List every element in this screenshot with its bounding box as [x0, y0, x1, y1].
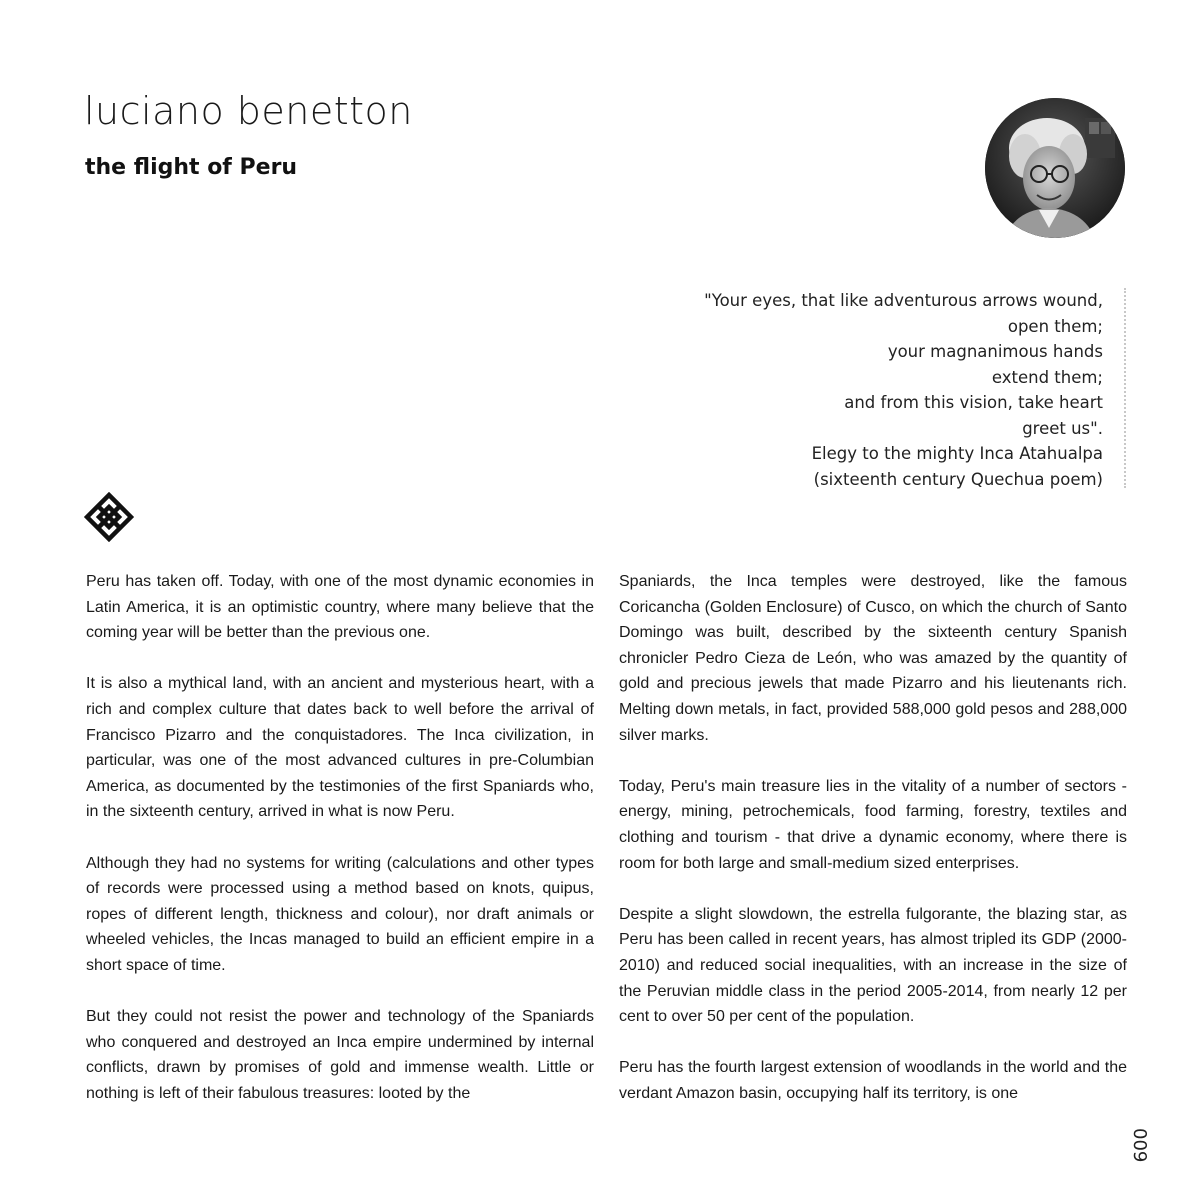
- diamond-knot-icon: [84, 492, 134, 542]
- paragraph: Today, Peru's main treasure lies in the vitality of a number of sectors - energy, mining, petrochemicals, food farming, forestry, textiles and clothing and tourism - that drive a dynamic economy, where there is room for both large and small-medium sized enterprises.: [619, 777, 1127, 872]
- quote-line: extend them;: [991, 367, 1103, 387]
- quote-line: greet us".: [1022, 418, 1103, 438]
- page-number: 009: [1129, 1128, 1150, 1163]
- paragraph: But they could not resist the power and technology of the Spaniards who conquered and destroyed an Inca empire undermined by internal conflicts, drawn by promises of gold and immense wealth. Little or nothing is left of their fabulous treasures: looted by the: [86, 1008, 594, 1102]
- quote-line: "Your eyes, that like adventurous arrows wound,: [704, 291, 1103, 310]
- paragraph: Despite a slight slowdown, the estrella fulgorante, the blazing star, as Peru has been called in recent years, has almost tripled its GDP (2000-2010) and reduced social inequalities, with an increase in the size of the Peruvian middle class in the period 2005-2014, from nearly 12 per cent to over 50 per cent of the population.: [619, 905, 1127, 1026]
- epigraph-quote: [583, 288, 1103, 492]
- body-column-left: [86, 569, 594, 1132]
- article-title: the flight of Peru: [85, 155, 298, 180]
- paragraph: Although they had no systems for writing (calculations and other types of records were processed using a method based on knots, quipus, ropes of different length, thickness and colour), nor draft animals or wheeled vehicles, the Incas managed to build an efficient empire in a short space of time.: [86, 854, 594, 974]
- paragraph: Peru has the fourth largest extension of woodlands in the world and the verdant Amazon basin, occupying half its territory, is one: [619, 1059, 1127, 1102]
- body-column-right: [619, 569, 1127, 1132]
- quote-line: your magnanimous hands: [887, 342, 1103, 361]
- portrait-photo: [985, 98, 1125, 238]
- paragraph: Peru has taken off. Today, with one of the most dynamic economies in Latin America, it is an optimistic country, where many believe that the coming year will be better than the previous one.: [86, 573, 594, 642]
- quote-source: (sixteenth century Quechua poem): [813, 469, 1103, 489]
- paragraph: It is also a mythical land, with an ancient and mysterious heart, with a rich and complex culture that dates back to well before the arrival of Francisco Pizarro and the conquistadores. The Inca civilization, in particular, was one of the most advanced cultures in pre-Columbian America, as documented by the testimonies of the first Spaniards who, in the sixteenth century, arrived in what is now Peru.: [86, 675, 594, 821]
- quote-line: open them;: [1007, 316, 1103, 336]
- quote-divider: [1124, 288, 1126, 488]
- quote-attribution: Elegy to the mighty Inca Atahualpa: [811, 444, 1103, 463]
- quote-line: and from this vision, take heart: [844, 393, 1103, 412]
- paragraph: Spaniards, the Inca temples were destroyed, like the famous Coricancha (Golden Enclosure) of Cusco, on which the church of Santo Domingo was built, described by the sixteenth century Spanish chronicler Pedro Cieza de León, who was amazed by the quantity of gold and precious jewels that made Pizarro and his lieutenants rich. Melting down metals, in fact, provided 588,000 gold pesos and 288,000 silver marks.: [619, 573, 1127, 744]
- author-portrait: [985, 98, 1125, 238]
- author-name: luciano benetton: [84, 89, 413, 133]
